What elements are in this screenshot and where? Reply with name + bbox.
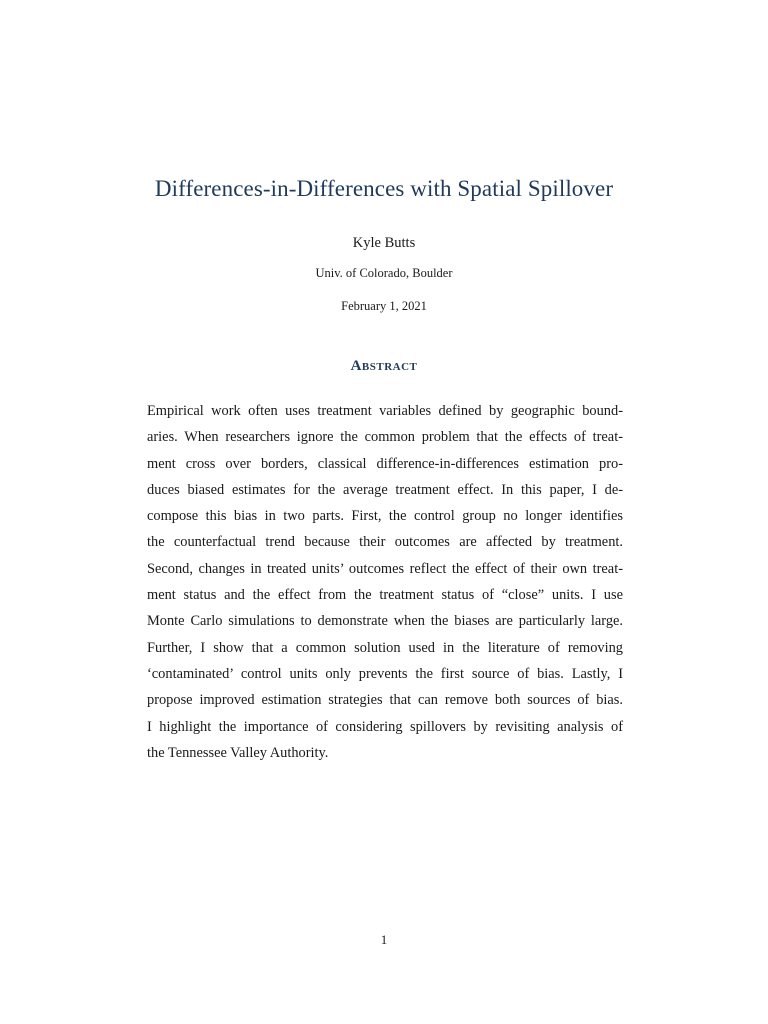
abstract-line: duces biased estimates for the average treatment effect. In this paper, I de- bbox=[147, 481, 623, 498]
paper-title: Differences-in-Differences with Spatial Spillover bbox=[154, 176, 614, 201]
abstract-heading: Abstract bbox=[350, 358, 418, 374]
abstract-line: Empirical work often uses treatment variables defined by geographic bound- bbox=[147, 403, 623, 419]
abstract-line: Further, I show that a common solution used in the literature of removing bbox=[147, 639, 623, 656]
abstract-line: compose this bias in two parts. First, the control group no longer identifies bbox=[147, 508, 623, 525]
abstract-line: the counterfactual trend because their outcomes are affected by treatment. bbox=[147, 534, 623, 551]
author-name: Kyle Butts bbox=[352, 235, 416, 251]
abstract-line: ‘contaminated’ control units only prevents the first source of bias. Lastly, I bbox=[147, 665, 623, 682]
abstract-line: Monte Carlo simulations to demonstrate when the biases are particularly large. bbox=[147, 613, 623, 630]
page-number: 1 bbox=[380, 932, 388, 947]
paper-date: February 1, 2021 bbox=[341, 299, 427, 313]
abstract-line: the Tennessee Valley Authority. bbox=[147, 744, 329, 761]
abstract-line: propose improved estimation strategies that can remove both sources of bias. bbox=[147, 692, 623, 709]
abstract-line: I highlight the importance of considering spillovers by revisiting analysis of bbox=[147, 718, 623, 735]
abstract-line: aries. When researchers ignore the common problem that the effects of treat- bbox=[147, 429, 623, 446]
abstract-line: Second, changes in treated units’ outcomes reflect the effect of their own treat- bbox=[147, 560, 623, 577]
author-affiliation: Univ. of Colorado, Boulder bbox=[315, 266, 453, 280]
abstract-body bbox=[147, 398, 623, 766]
abstract-line: ment cross over borders, classical difference-in-differences estimation pro- bbox=[147, 455, 623, 472]
abstract-line: ment status and the effect from the treatment status of “close” units. I use bbox=[147, 587, 623, 604]
